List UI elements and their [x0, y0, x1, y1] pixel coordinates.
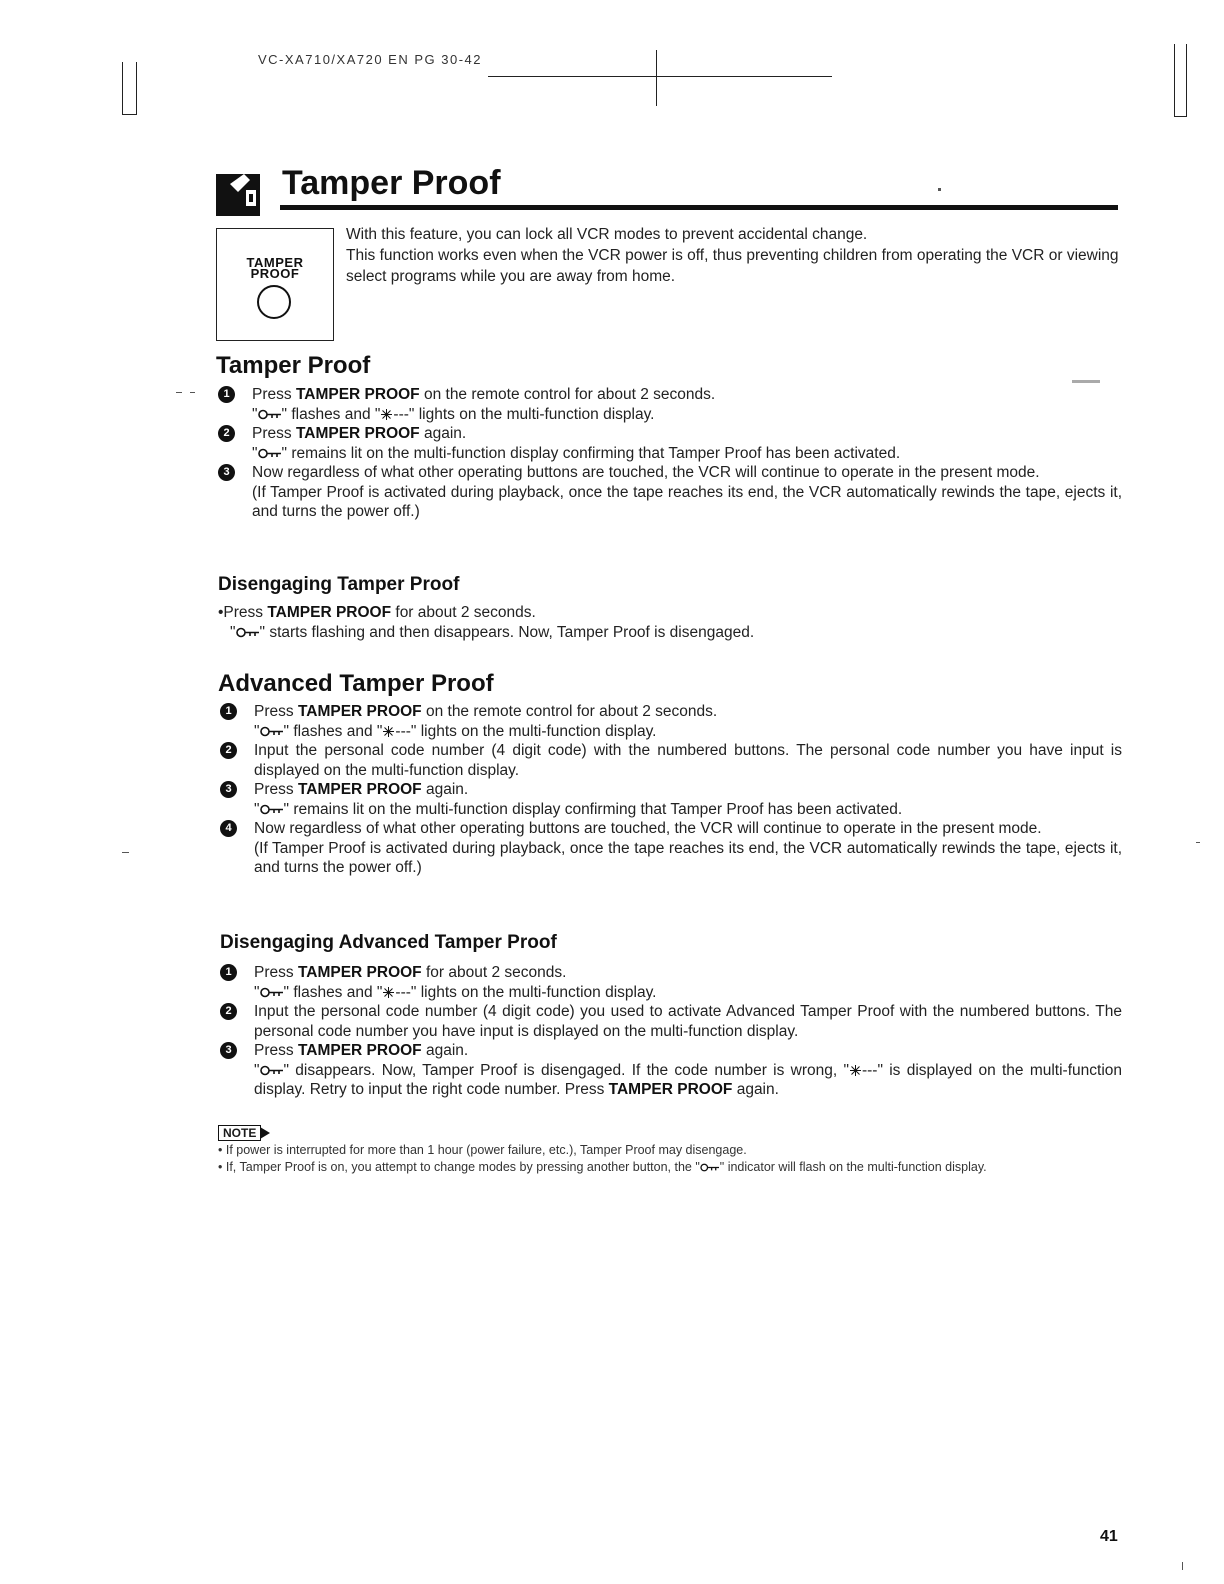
step-item	[220, 741, 1122, 780]
step-item	[218, 385, 1122, 424]
step-number: 1	[220, 703, 237, 720]
step-item	[220, 780, 1122, 819]
tamper-proof-steps	[218, 385, 1122, 522]
step-subtext: " " flashes and " ---" lights on the multi-function display.	[252, 405, 655, 423]
section-heading-tamper-proof: Tamper Proof	[216, 352, 371, 379]
step-text: Press TAMPER PROOF again.	[254, 1042, 469, 1059]
step-number: 2	[220, 1003, 237, 1020]
document-code: VC-XA710/XA720 EN PG 30-42	[258, 52, 482, 67]
scan-speck	[1182, 1562, 1183, 1570]
step-text: Press TAMPER PROOF on the remote control for about 2 seconds.	[252, 386, 716, 403]
blink-icon	[849, 1064, 862, 1077]
arrow-right-icon	[260, 1127, 270, 1139]
step-number: 3	[218, 464, 235, 481]
section-heading-disengaging: Disengaging Tamper Proof	[218, 574, 460, 595]
step-subtext: " " remains lit on the multi-function display confirming that Tamper Proof has been activated.	[252, 444, 901, 462]
blink-icon	[380, 408, 393, 421]
scan-speck	[190, 392, 195, 393]
note-label: NOTE	[218, 1125, 261, 1141]
title-rule	[280, 205, 1118, 210]
intro-line: This function works even when the VCR power is off, thus preventing children from operating the VCR or viewing select programs while you are away from home.	[346, 247, 1119, 285]
note-item: • If power is interrupted for more than 1 hour (power failure, etc.), Tamper Proof may disengage.	[218, 1143, 747, 1157]
step-item	[220, 702, 1122, 741]
step-text: Press TAMPER PROOF on the remote control for about 2 seconds.	[254, 703, 718, 720]
registration-mark	[122, 62, 123, 114]
tamper-proof-button-illustration	[216, 228, 334, 341]
disengaging-advanced-steps	[220, 963, 1122, 1100]
button-circle-icon	[257, 285, 291, 319]
button-label-line1: TAMPER	[246, 255, 304, 270]
step-item	[220, 1041, 1122, 1100]
key-icon	[260, 726, 284, 737]
step-item	[220, 819, 1122, 878]
header-rule	[488, 76, 832, 77]
scan-speck	[122, 852, 129, 853]
step-item	[220, 963, 1122, 1002]
step-text: Input the personal code number (4 digit code) with the numbered buttons. The personal code number you have input is displayed on the multi-function display.	[254, 742, 1122, 779]
registration-mark	[122, 114, 137, 115]
scan-speck	[938, 188, 941, 191]
blink-icon	[382, 725, 395, 738]
note-badge	[218, 1124, 270, 1142]
key-icon	[258, 409, 282, 420]
intro-text	[346, 224, 1122, 287]
step-subtext: " " remains lit on the multi-function display confirming that Tamper Proof has been activated.	[254, 800, 903, 818]
step-number: 2	[218, 425, 235, 442]
step-subtext: " " flashes and " ---" lights on the multi-function display.	[254, 983, 657, 1001]
step-item	[218, 463, 1122, 522]
key-icon	[700, 1163, 720, 1172]
step-text: Now regardless of what other operating buttons are touched, the VCR will continue to operate in the present mode.	[254, 820, 1042, 837]
key-icon	[260, 804, 284, 815]
key-icon	[236, 627, 260, 638]
registration-mark	[1174, 44, 1175, 116]
key-icon	[260, 987, 284, 998]
header-tick	[656, 50, 657, 106]
button-label-line2: PROOF	[250, 266, 300, 281]
registration-mark	[136, 62, 137, 114]
step-number: 1	[218, 386, 235, 403]
step-number: 4	[220, 820, 237, 837]
registration-mark	[1186, 44, 1187, 116]
step-text: Input the personal code number (4 digit code) you used to activate Advanced Tamper Proof with the numbered buttons. The personal code number you have input is displayed on the multi-function display.	[254, 1003, 1122, 1040]
step-note: (If Tamper Proof is activated during playback, once the tape reaches its end, the VCR automatically rewinds the tape, ejects it, and turns the power off.)	[252, 483, 1122, 520]
step-item	[218, 424, 1122, 463]
key-icon	[260, 1065, 284, 1076]
step-item	[220, 1002, 1122, 1041]
step-text: Press TAMPER PROOF again.	[252, 425, 467, 442]
page-number: 41	[1100, 1528, 1118, 1545]
bullet-subtext: " " starts flashing and then disappears. Now, Tamper Proof is disengaged.	[230, 623, 755, 641]
key-icon	[258, 448, 282, 459]
page-title: Tamper Proof	[282, 164, 501, 202]
step-number: 2	[220, 742, 237, 759]
note-item: • If, Tamper Proof is on, you attempt to change modes by pressing another button, the " " indicator will flash on the multi-function display.	[218, 1160, 987, 1174]
step-text: Press TAMPER PROOF again.	[254, 781, 469, 798]
step-note: (If Tamper Proof is activated during playback, once the tape reaches its end, the VCR automatically rewinds the tape, ejects it, and turns the power off.)	[254, 839, 1122, 876]
step-text: Now regardless of what other operating buttons are touched, the VCR will continue to operate in the present mode.	[252, 464, 1040, 481]
step-number: 3	[220, 781, 237, 798]
advanced-steps	[220, 702, 1122, 878]
notes	[218, 1142, 1124, 1176]
step-subtext: " " flashes and " ---" lights on the multi-function display.	[254, 722, 657, 740]
tamper-proof-icon	[216, 170, 266, 216]
intro-line: With this feature, you can lock all VCR modes to prevent accidental change.	[346, 226, 868, 243]
blink-icon	[382, 986, 395, 999]
section-heading-advanced: Advanced Tamper Proof	[218, 670, 494, 697]
step-number: 3	[220, 1042, 237, 1059]
scan-speck	[1196, 842, 1200, 843]
step-text: Press TAMPER PROOF for about 2 seconds.	[254, 964, 567, 981]
scan-speck	[1072, 380, 1100, 383]
step-number: 1	[220, 964, 237, 981]
disengaging-instructions	[218, 603, 1122, 642]
bullet-text: •Press TAMPER PROOF for about 2 seconds.	[218, 604, 536, 621]
registration-mark	[1174, 116, 1187, 117]
section-heading-disengaging-advanced: Disengaging Advanced Tamper Proof	[220, 932, 557, 953]
scan-speck	[176, 392, 182, 393]
step-subtext: " " disappears. Now, Tamper Proof is disengaged. If the code number is wrong, " ---" is displayed on the multi-function display. Retry to input the right code number. Press TAMPER PROOF again.	[254, 1061, 1123, 1098]
